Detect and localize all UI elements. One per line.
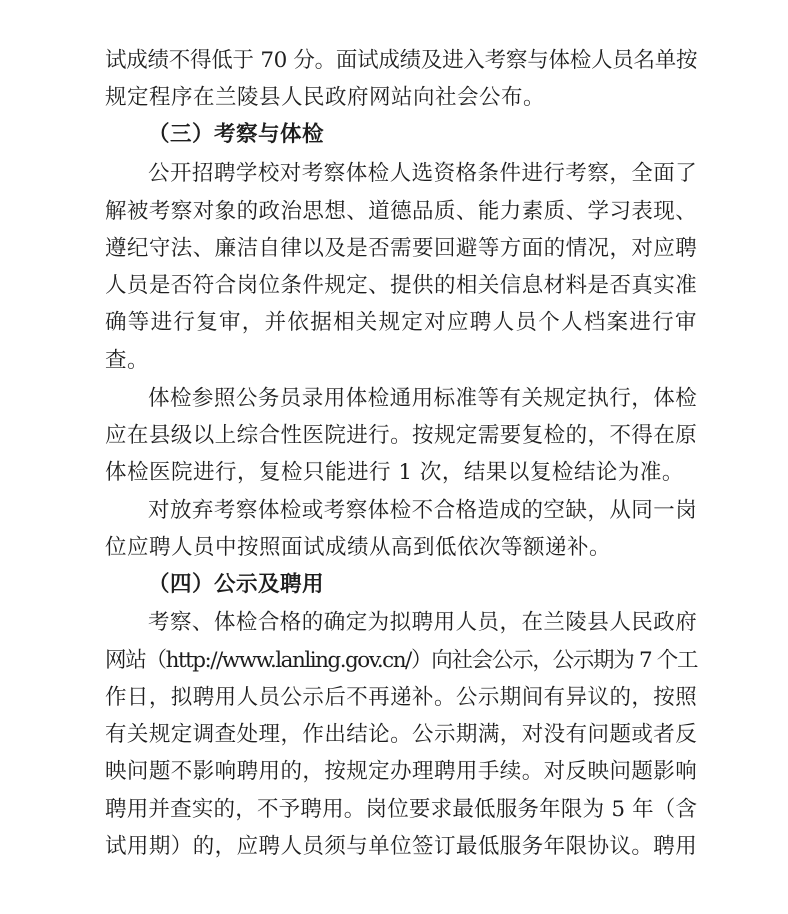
text-line: 位应聘人员中按照面试成绩从高到低依次等额递补。	[105, 535, 612, 560]
text-line: 聘用并查实的，不予聘用。岗位要求最低服务年限为 5 年（含	[105, 797, 697, 822]
text-line: 体检医院进行，复检只能进行 1 次，结果以复检结论为准。	[105, 460, 684, 485]
text-line: 试用期）的，应聘人员须与单位签订最低服务年限协议。聘用	[105, 834, 697, 859]
text-line: 应在县级以上综合性医院进行。按规定需要复检的，不得在原	[105, 423, 697, 448]
section-heading: （三）考察与体检	[148, 122, 325, 147]
text-line: 网站（http://www.lanling.gov.cn/）向社会公示，公示期为 7 个工	[105, 648, 697, 673]
text-line: 作日，拟聘用人员公示后不再递补。公示期间有异议的，按照	[105, 685, 697, 710]
text-line: 有关规定调查处理，作出结论。公示期满，对没有问题或者反	[105, 722, 697, 747]
text-line: 查。	[105, 348, 150, 373]
text-line: 试成绩不得低于 70 分。面试成绩及进入考察与体检人员名单按	[105, 48, 697, 73]
text-line: 解被考察对象的政治思想、道德品质、能力素质、学习表现、	[105, 199, 697, 224]
text-line: 对放弃考察体检或考察体检不合格造成的空缺，从同一岗	[148, 498, 697, 523]
text-line: 公开招聘学校对考察体检人选资格条件进行考察，全面了	[148, 161, 697, 186]
text-line: 遵纪守法、廉洁自律以及是否需要回避等方面的情况，对应聘	[105, 236, 697, 261]
section-heading: （四）公示及聘用	[148, 572, 325, 597]
text-line: 规定程序在兰陵县人民政府网站向社会公布。	[105, 85, 546, 110]
text-line: 确等进行复审，并依据相关规定对应聘人员个人档案进行审	[105, 310, 697, 335]
text-line: 体检参照公务员录用体检通用标准等有关规定执行，体检	[148, 386, 697, 411]
text-line: 映问题不影响聘用的，按规定办理聘用手续。对反映问题影响	[105, 759, 697, 784]
text-line: 考察、体检合格的确定为拟聘用人员，在兰陵县人民政府	[148, 610, 697, 635]
text-line: 人员是否符合岗位条件规定、提供的相关信息材料是否真实准	[105, 273, 697, 298]
